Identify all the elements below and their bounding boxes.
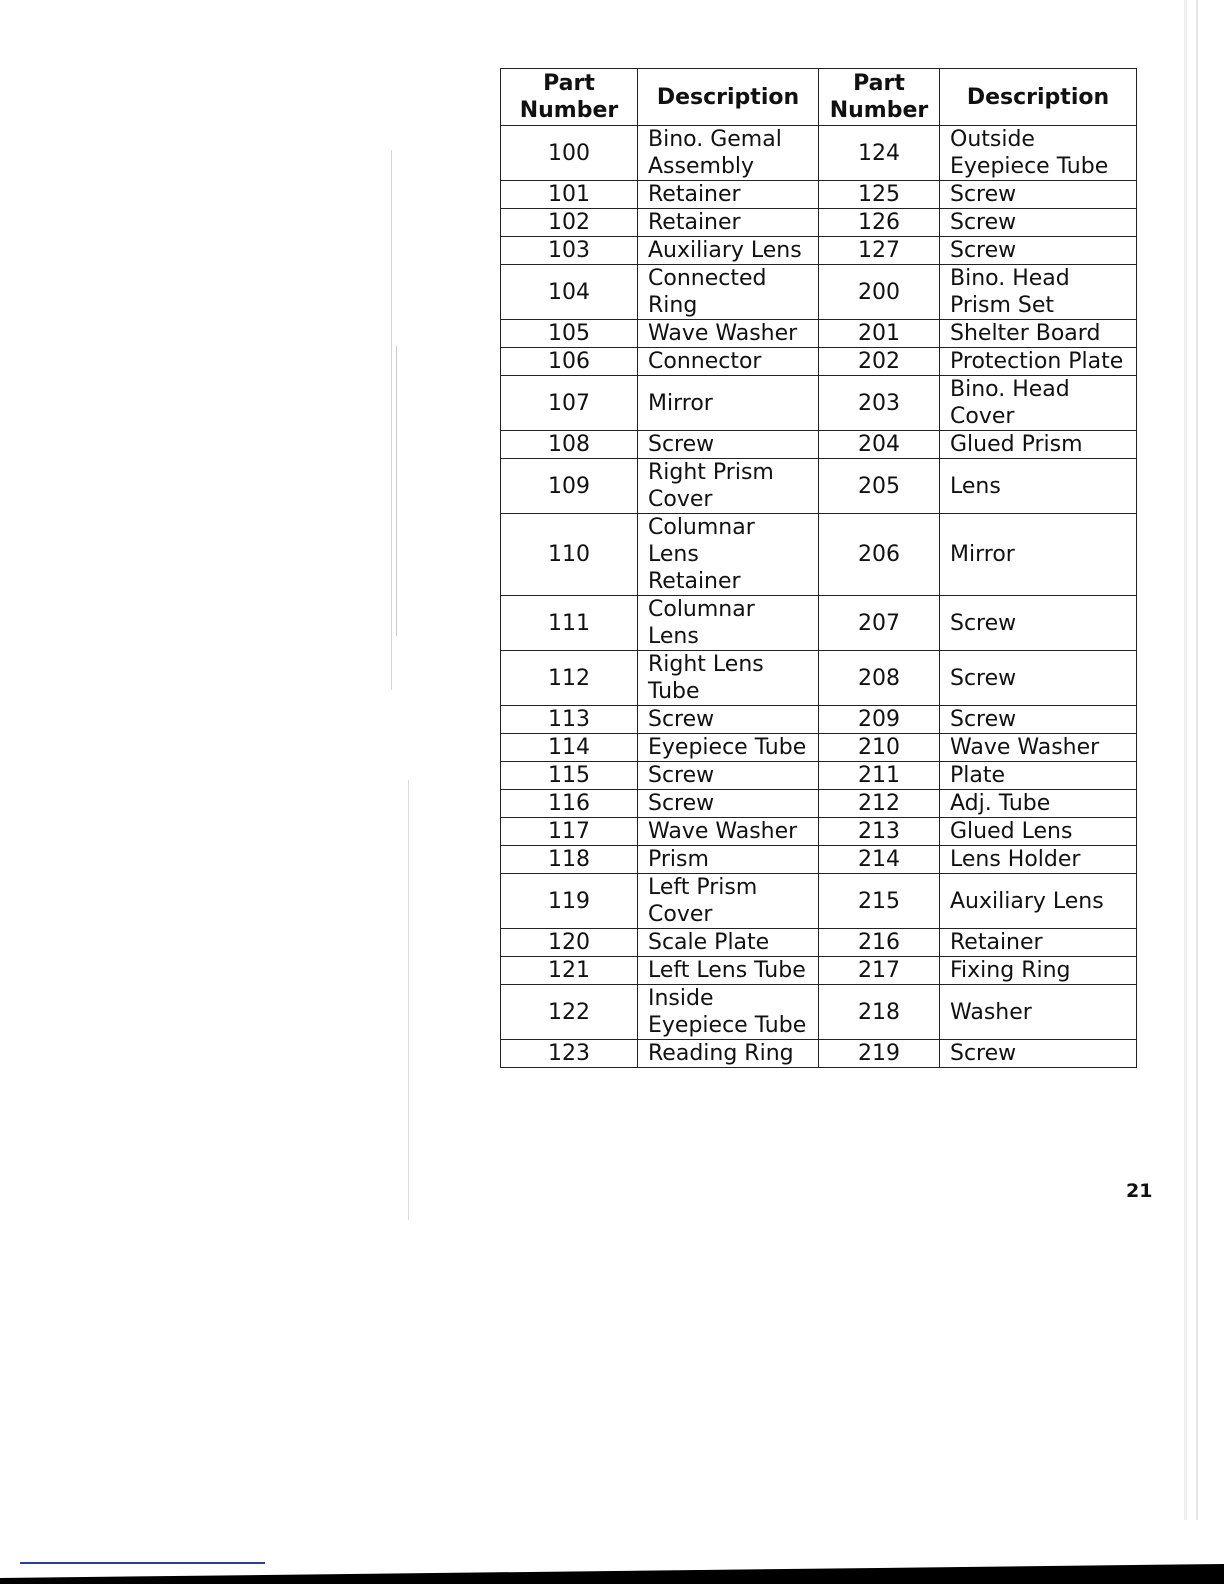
description-cell: Right Lens Tube	[638, 651, 819, 706]
description-cell: Eyepiece Tube	[638, 734, 819, 762]
part-number-cell: 202	[819, 348, 940, 376]
part-number-cell: 213	[819, 818, 940, 846]
part-number-cell: 117	[501, 818, 638, 846]
description-cell: Left Prism Cover	[638, 874, 819, 929]
description-cell: Mirror	[638, 376, 819, 431]
part-number-cell: 104	[501, 265, 638, 320]
part-number-cell: 106	[501, 348, 638, 376]
table-row	[501, 596, 1137, 651]
table-header-row	[501, 69, 1137, 126]
description-cell: Connected Ring	[638, 265, 819, 320]
part-number-cell: 123	[501, 1040, 638, 1068]
part-number-cell: 204	[819, 431, 940, 459]
description-cell: Right Prism Cover	[638, 459, 819, 514]
description-cell: Bino. Head Prism Set	[940, 265, 1137, 320]
table-row	[501, 320, 1137, 348]
description-cell: Inside Eyepiece Tube	[638, 985, 819, 1040]
description-cell: Outside Eyepiece Tube	[940, 126, 1137, 181]
description-cell: Retainer	[940, 929, 1137, 957]
part-number-cell: 205	[819, 459, 940, 514]
table-row	[501, 181, 1137, 209]
description-cell: Wave Washer	[940, 734, 1137, 762]
table-row	[501, 265, 1137, 320]
description-cell: Wave Washer	[638, 320, 819, 348]
part-number-cell: 111	[501, 596, 638, 651]
part-number-cell: 121	[501, 957, 638, 985]
description-cell: Adj. Tube	[940, 790, 1137, 818]
table-row	[501, 846, 1137, 874]
column-header-description: Description	[638, 69, 819, 126]
description-cell: Wave Washer	[638, 818, 819, 846]
table-row	[501, 706, 1137, 734]
table-row	[501, 514, 1137, 596]
column-header-description: Description	[940, 69, 1137, 126]
table-row	[501, 985, 1137, 1040]
table-row	[501, 929, 1137, 957]
table-row	[501, 734, 1137, 762]
part-number-cell: 215	[819, 874, 940, 929]
description-cell: Screw	[940, 596, 1137, 651]
part-number-cell: 109	[501, 459, 638, 514]
table-row	[501, 957, 1137, 985]
part-number-cell: 124	[819, 126, 940, 181]
scan-artifact-line	[1196, 0, 1198, 1520]
description-cell: Prism	[638, 846, 819, 874]
description-cell: Retainer	[638, 209, 819, 237]
part-number-cell: 203	[819, 376, 940, 431]
part-number-cell: 113	[501, 706, 638, 734]
scan-edge-line	[20, 1562, 265, 1564]
description-cell: Screw	[638, 431, 819, 459]
part-number-cell: 200	[819, 265, 940, 320]
part-number-cell: 208	[819, 651, 940, 706]
part-number-cell: 114	[501, 734, 638, 762]
part-number-cell: 105	[501, 320, 638, 348]
description-cell: Plate	[940, 762, 1137, 790]
description-cell: Screw	[940, 181, 1137, 209]
part-number-cell: 125	[819, 181, 940, 209]
table-row	[501, 651, 1137, 706]
part-number-cell: 210	[819, 734, 940, 762]
part-number-cell: 212	[819, 790, 940, 818]
description-cell: Glued Lens	[940, 818, 1137, 846]
scan-artifact-line	[391, 150, 392, 690]
description-cell: Scale Plate	[638, 929, 819, 957]
table-row	[501, 431, 1137, 459]
description-cell: Washer	[940, 985, 1137, 1040]
description-cell: Columnar Lens	[638, 596, 819, 651]
description-cell: Screw	[638, 762, 819, 790]
part-number-cell: 209	[819, 706, 940, 734]
part-number-cell: 120	[501, 929, 638, 957]
table-body	[501, 126, 1137, 1068]
part-number-cell: 118	[501, 846, 638, 874]
description-cell: Auxiliary Lens	[638, 237, 819, 265]
description-cell: Screw	[940, 209, 1137, 237]
part-number-cell: 211	[819, 762, 940, 790]
description-cell: Auxiliary Lens	[940, 874, 1137, 929]
scan-artifact-line	[396, 346, 397, 636]
part-number-cell: 207	[819, 596, 940, 651]
table-row	[501, 762, 1137, 790]
description-cell: Lens Holder	[940, 846, 1137, 874]
description-cell: Mirror	[940, 514, 1137, 596]
description-cell: Reading Ring	[638, 1040, 819, 1068]
table-row	[501, 126, 1137, 181]
column-header-part-number: Part Number	[819, 69, 940, 126]
description-cell: Screw	[638, 790, 819, 818]
part-number-cell: 122	[501, 985, 638, 1040]
part-number-cell: 116	[501, 790, 638, 818]
part-number-cell: 112	[501, 651, 638, 706]
description-cell: Bino. Head Cover	[940, 376, 1137, 431]
part-number-cell: 108	[501, 431, 638, 459]
parts-table	[500, 68, 1137, 1068]
part-number-cell: 201	[819, 320, 940, 348]
part-number-cell: 119	[501, 874, 638, 929]
part-number-cell: 218	[819, 985, 940, 1040]
part-number-cell: 101	[501, 181, 638, 209]
description-cell: Screw	[940, 237, 1137, 265]
part-number-cell: 214	[819, 846, 940, 874]
part-number-cell: 127	[819, 237, 940, 265]
table-row	[501, 459, 1137, 514]
scan-artifact-line	[408, 780, 409, 1220]
part-number-cell: 216	[819, 929, 940, 957]
column-header-part-number: Part Number	[501, 69, 638, 126]
description-cell: Retainer	[638, 181, 819, 209]
scan-artifact-line	[1184, 0, 1187, 1520]
description-cell: Lens	[940, 459, 1137, 514]
description-cell: Fixing Ring	[940, 957, 1137, 985]
part-number-cell: 103	[501, 237, 638, 265]
scan-bottom-edge	[0, 1534, 1224, 1584]
description-cell: Screw	[940, 1040, 1137, 1068]
part-number-cell: 206	[819, 514, 940, 596]
part-number-cell: 115	[501, 762, 638, 790]
description-cell: Screw	[940, 651, 1137, 706]
description-cell: Protection Plate	[940, 348, 1137, 376]
table-row	[501, 209, 1137, 237]
table-row	[501, 376, 1137, 431]
description-cell: Shelter Board	[940, 320, 1137, 348]
table-row	[501, 874, 1137, 929]
scan-edge-band	[0, 1564, 1224, 1584]
description-cell: Screw	[940, 706, 1137, 734]
table-row	[501, 348, 1137, 376]
part-number-cell: 126	[819, 209, 940, 237]
part-number-cell: 110	[501, 514, 638, 596]
description-cell: Connector	[638, 348, 819, 376]
table-row	[501, 790, 1137, 818]
table-row	[501, 1040, 1137, 1068]
part-number-cell: 219	[819, 1040, 940, 1068]
description-cell: Left Lens Tube	[638, 957, 819, 985]
description-cell: Columnar Lens Retainer	[638, 514, 819, 596]
part-number-cell: 100	[501, 126, 638, 181]
table-row	[501, 818, 1137, 846]
page-number: 21	[1126, 1180, 1153, 1202]
description-cell: Bino. Gemal Assembly	[638, 126, 819, 181]
description-cell: Screw	[638, 706, 819, 734]
part-number-cell: 217	[819, 957, 940, 985]
part-number-cell: 102	[501, 209, 638, 237]
description-cell: Glued Prism	[940, 431, 1137, 459]
table-row	[501, 237, 1137, 265]
part-number-cell: 107	[501, 376, 638, 431]
